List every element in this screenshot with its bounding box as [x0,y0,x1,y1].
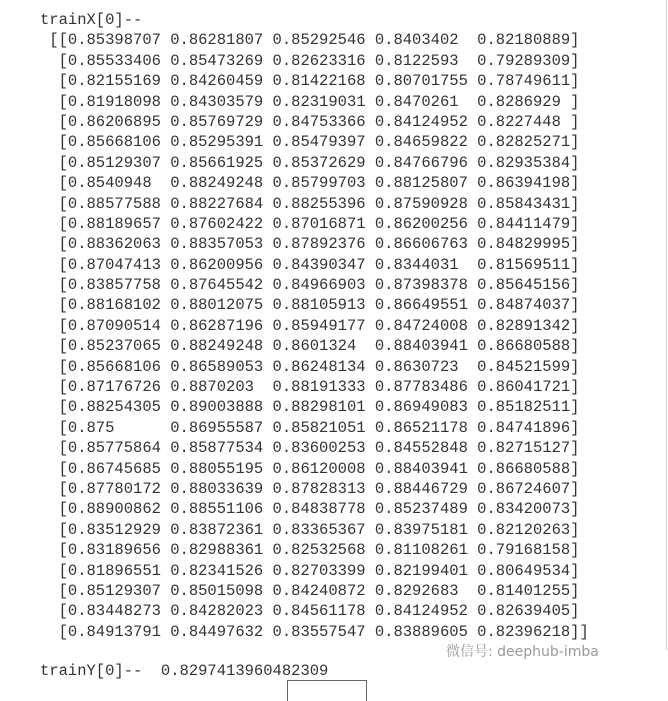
array-row: [0.81896551 0.82341526 0.82703399 0.82199401 0.80649534] [40,561,580,580]
array-row: [0.85775864 0.85877534 0.83600253 0.84552848 0.82715127] [40,439,580,458]
array-row: [0.85129307 0.85661925 0.85372629 0.84766796 0.82935384] [40,153,580,172]
array-row: [0.87780172 0.88033639 0.87828313 0.88446729 0.86724607] [40,479,580,498]
array-row: [0.83857758 0.87645542 0.84966903 0.87398378 0.85645156] [40,276,580,295]
tooltip-box [287,680,367,701]
array-row: [0.85668106 0.85295391 0.85479397 0.84659822 0.82825271] [40,133,580,152]
array-row: [0.86745685 0.88055195 0.86120008 0.88403941 0.86680588] [40,459,580,478]
array-row: [0.83189656 0.82988361 0.82532568 0.81108261 0.79168158] [40,541,580,560]
array-row: [0.88254305 0.89003888 0.88298101 0.86949083 0.85182511] [40,398,580,417]
array-row: [0.88362063 0.88357053 0.87892376 0.86606763 0.84829995] [40,235,580,254]
array-row: [0.87047413 0.86200956 0.84390347 0.8344031 0.81569511] [40,255,580,274]
trainx-array [40,30,589,642]
array-row: [0.88189657 0.87602422 0.87016871 0.86200256 0.84411479] [40,214,580,233]
array-row: [0.87090514 0.86287196 0.85949177 0.84724008 0.82891342] [40,316,580,335]
cell-border [666,0,667,650]
trainy-output: trainY[0]-- 0.8297413960482309 [40,662,329,680]
array-row: [0.81918098 0.84303579 0.82319031 0.8470261 0.8286929 ] [40,92,580,111]
array-row: [0.88900862 0.88551106 0.84838778 0.85237489 0.83420073] [40,500,580,519]
array-row: [[0.85398707 0.86281807 0.85292546 0.8403402 0.82180889] [40,31,580,50]
array-row: [0.83448273 0.84282023 0.84561178 0.84124952 0.82639405] [40,602,580,621]
array-row: [0.85237065 0.88249248 0.8601324 0.88403941 0.86680588] [40,337,580,356]
array-row: [0.85668106 0.86589053 0.86248134 0.8630723 0.84521599] [40,357,580,376]
array-row: [0.84913791 0.84497632 0.83557547 0.83889605 0.82396218]] [40,622,589,641]
array-row: [0.86206895 0.85769729 0.84753366 0.84124952 0.8227448 ] [40,112,580,131]
trainx-output [40,10,589,642]
array-row: [0.85129307 0.85015098 0.84240872 0.8292683 0.81401255] [40,581,580,600]
watermark: 微信号: deephub-imba [446,644,599,660]
array-row: [0.875 0.86955587 0.85821051 0.86521178 0.84741896] [40,418,580,437]
array-row: [0.83512929 0.83872361 0.83365367 0.83975181 0.82120263] [40,520,580,539]
array-row: [0.85533406 0.85473269 0.82623316 0.8122593 0.79289309] [40,51,580,70]
trainx-label: trainX[0]-- [40,11,143,29]
array-row: [0.88577588 0.88227684 0.88255396 0.87590928 0.85843431] [40,194,580,213]
array-row: [0.87176726 0.8870203 0.88191333 0.87783486 0.86041721] [40,378,580,397]
array-row: [0.8540948 0.88249248 0.85799703 0.88125807 0.86394198] [40,174,580,193]
array-row: [0.88168102 0.88012075 0.88105913 0.86649551 0.84874037] [40,296,580,315]
array-row: [0.82155169 0.84260459 0.81422168 0.80701755 0.78749611] [40,72,580,91]
